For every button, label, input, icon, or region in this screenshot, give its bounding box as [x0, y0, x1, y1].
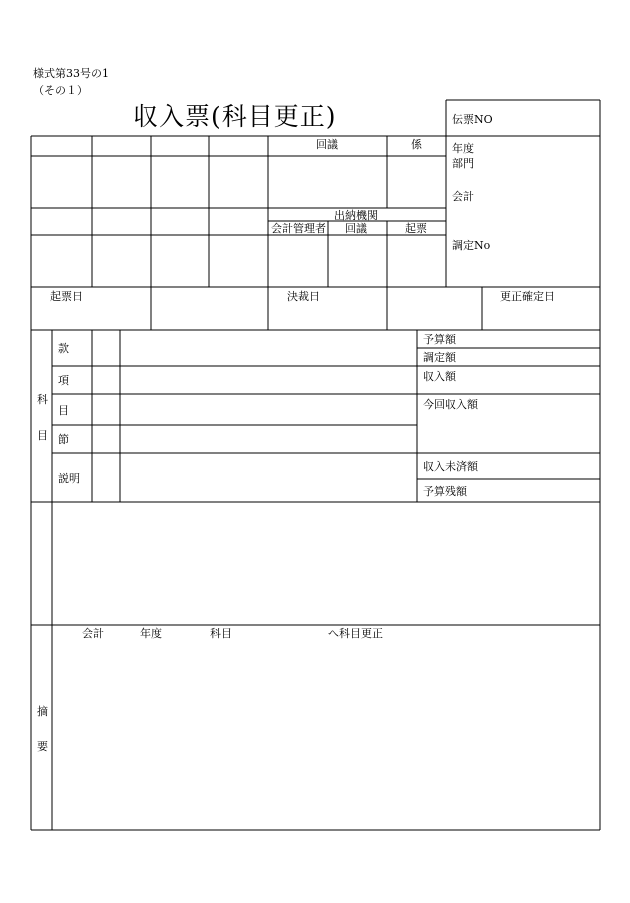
- adjustment-no-label: 調定No: [452, 239, 491, 252]
- summary-side-label-1: 摘: [37, 705, 48, 718]
- page-title: 収入票(科目更正): [133, 102, 337, 131]
- fiscal-year-label: 年度: [452, 142, 474, 155]
- subject-row-label: 項: [58, 374, 69, 387]
- subject-row-label: 目: [58, 404, 69, 417]
- budget-amount-label: 予算額: [423, 333, 456, 346]
- circulation-label: 回議: [316, 138, 338, 151]
- summary-side-label-2: 要: [37, 740, 48, 753]
- accounting-manager-label: 会計管理者: [271, 222, 326, 235]
- form-sub-number: （その１）: [33, 84, 88, 97]
- received-amount-label: 収入額: [423, 370, 456, 383]
- subject-row-label: 節: [58, 433, 69, 446]
- subject-side-label-2: 目: [37, 429, 48, 442]
- decision-date-label: 決裁日: [287, 290, 320, 303]
- uncollected-amount-label: 収入未済額: [423, 460, 478, 473]
- summary-account-label: 会計: [82, 627, 104, 640]
- subject-row-label: 説明: [58, 472, 80, 485]
- budget-balance-label: 予算残額: [423, 485, 467, 498]
- draft-date-label: 起票日: [50, 290, 83, 303]
- slip-no-label: 伝票NO: [452, 113, 493, 126]
- subject-side-label-1: 科: [37, 393, 48, 406]
- summary-fiscal-year-label: 年度: [140, 627, 162, 640]
- issuing-institution-label: 出納機関: [334, 209, 378, 222]
- subject-row-label: 款: [58, 342, 69, 355]
- drafting-label: 起票: [405, 222, 427, 235]
- correction-confirm-date-label: 更正確定日: [500, 290, 555, 303]
- account-label: 会計: [452, 190, 474, 203]
- department-label: 部門: [452, 157, 474, 170]
- circulation2-label: 回議: [345, 222, 367, 235]
- staff-label: 係: [411, 138, 422, 151]
- summary-subject-label: 科目: [210, 627, 232, 640]
- summary-correction-label: へ科目更正: [328, 627, 383, 640]
- this-receipt-amount-label: 今回収入額: [423, 398, 478, 411]
- form-number: 様式第33号の1: [33, 67, 109, 80]
- adjusted-amount-label: 調定額: [423, 351, 456, 364]
